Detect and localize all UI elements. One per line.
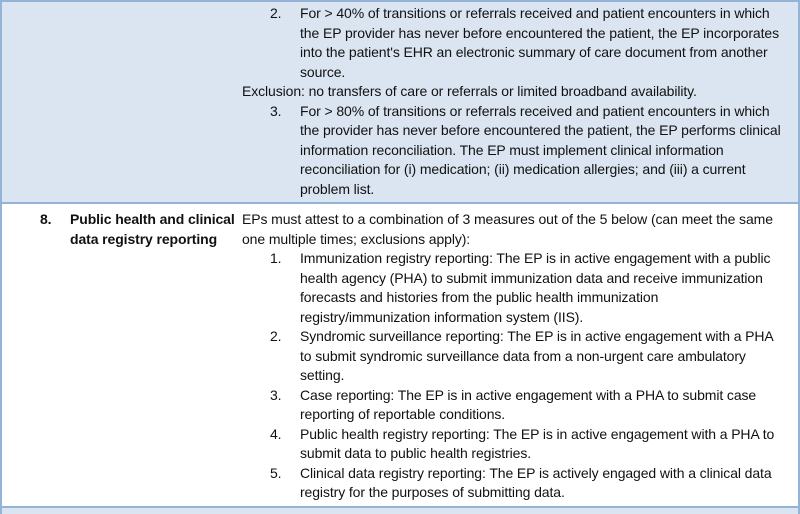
table-row-partial-top: [2, 0, 798, 204]
list-item: [242, 425, 784, 464]
list-item-number: 1.: [270, 250, 282, 266]
list-item-number: 2.: [270, 328, 282, 344]
list-item-number: 5.: [270, 464, 282, 481]
measure-description-cell: [242, 4, 798, 199]
row-number: 8.: [40, 211, 52, 227]
list-item: [242, 386, 784, 425]
list-item: [242, 464, 784, 503]
list-item-text: For > 80% of transitions or referrals received and patient encounters in which the provider has never before encountered the patient, the EP performs clinical information reconciliation. The EP must implement clinical information reconciliation for (i) medication; (ii) medication allergies; and (iii) a current problem list.: [300, 102, 781, 197]
list-item-number: 3.: [270, 102, 282, 119]
list-item: [242, 102, 784, 200]
list-item: [242, 249, 784, 327]
list-item-number: 3.: [270, 386, 282, 403]
list-item: [242, 4, 784, 82]
list-item-text: Syndromic surveillance reporting: The EP is in active engagement with a PHA to submit syndromic surveillance data from a non-urgent care ambulatory setting.: [300, 328, 773, 383]
measure-name: Public health and clinical data registry reporting: [70, 211, 235, 247]
list-item-number: 2.: [270, 5, 282, 21]
list-item-text: Clinical data registry reporting: The EP is actively engaged with a clinical data registry for the purposes of submitting data.: [300, 464, 772, 500]
list-item-text: For > 40% of transitions or referrals received and patient encounters in which the EP provider has never before encountered the patient, the EP incorporates into the patient's EHR an electronic summary of care document from another source.: [300, 5, 779, 80]
list-item-text: Public health registry reporting: The EP is in active engagement with a PHA to submit data to public health registries.: [300, 425, 775, 461]
table-row-next-partial: [2, 506, 798, 514]
list-item: [242, 327, 784, 386]
list-item-text: Immunization registry reporting: The EP is in active engagement with a public health agency (PHA) to submit immunization data and receive immunization forecasts and histories from the public health immunization registry/immunization information system (IIS).: [300, 250, 771, 325]
table-row-8: [2, 204, 798, 506]
exclusion-note: Exclusion: no transfers of care or referrals or limited broadband availability.: [242, 83, 697, 99]
list-item-text: Case reporting: The EP is in active engagement with a PHA to submit case reporting of reportable conditions.: [300, 386, 757, 422]
list-item-number: 4.: [270, 425, 282, 442]
measure-description-cell: [242, 210, 798, 503]
row8-intro: EPs must attest to a combination of 3 measures out of the 5 below (can meet the same one multiple times; exclusions apply):: [242, 211, 773, 247]
